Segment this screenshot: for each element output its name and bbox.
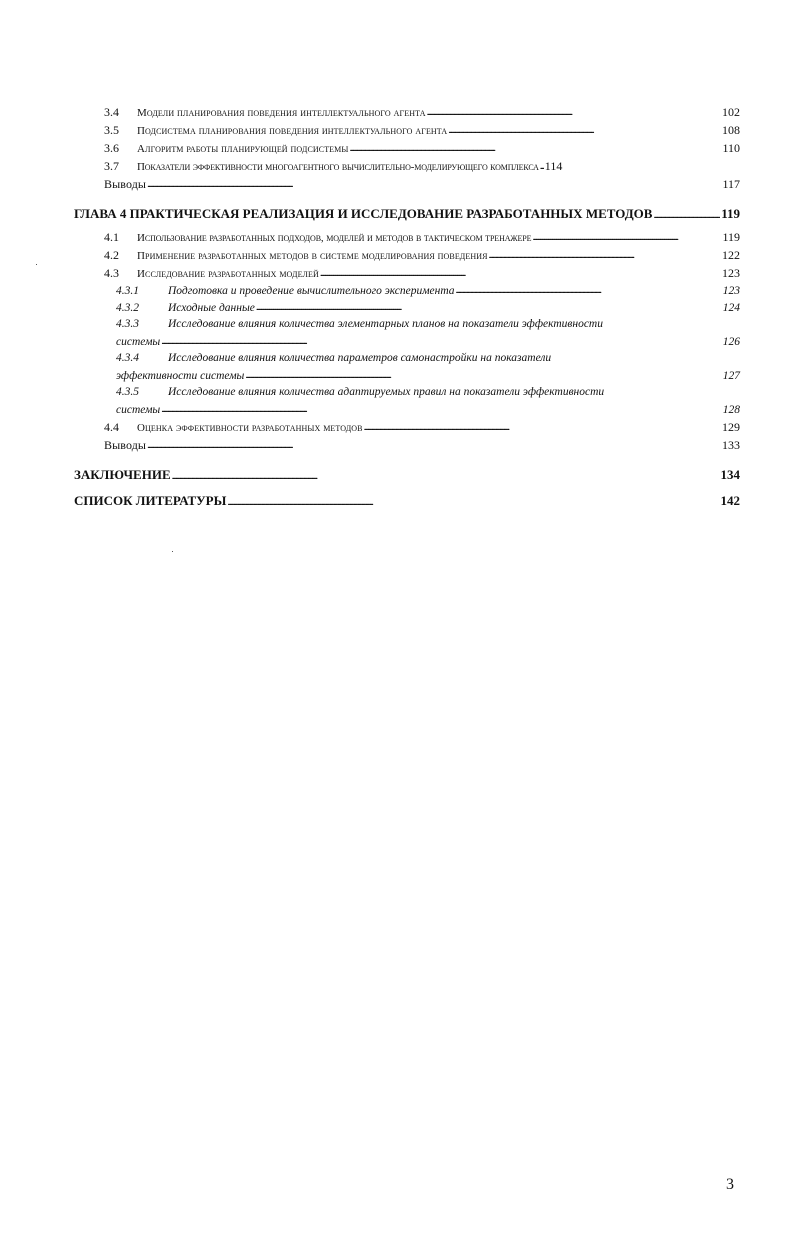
section-number: 3.5 [104,123,119,137]
subsection-title: Подготовка и проведение вычислительного эксперимента [168,284,455,297]
toc-entry-4-3-5 [74,384,740,401]
page-ref: 108 [722,123,740,137]
page-number: 3 [726,1176,734,1193]
subsection-title-continued: системы [116,335,161,348]
section-number: 4.4 [104,420,119,434]
section-title: Показатели эффективности многоагентного вычислительно-моделирующего комплекса [137,161,539,173]
dot-leader [364,419,721,431]
page-ref: 142 [720,493,740,508]
section-title: Выводы [104,438,147,452]
dot-leader [161,333,722,345]
section-number: 4.3 [104,266,119,280]
section-number: 3.6 [104,141,119,155]
toc-entry-4-1 [74,228,740,246]
page-ref: 123 [722,284,740,297]
subsection-number: 4.3.3 [116,318,139,330]
section-number: 4.1 [104,230,119,244]
toc-entry-conclusion [74,464,740,486]
page-ref: 129 [722,420,740,434]
dot-leader [653,205,720,218]
subsection-title-continued: эффективности системы [116,369,245,382]
toc-entry-4-3-4 [74,350,740,367]
toc-entry-chapter-4 [74,203,740,225]
section-title: Алгоритм работы планирующей подсистемы [137,143,349,155]
subsection-number: 4.3.5 [116,386,139,398]
toc-entry-4-3-3-continued [74,333,740,350]
dot-leader [427,104,721,116]
dot-leader [349,140,721,152]
page-ref: 110 [722,141,740,155]
subsection-number: 4.3.4 [116,352,139,364]
toc-entry-3-7 [74,157,740,175]
toc-entry-3-4 [74,103,740,121]
subsection-title: Исследование влияния количества параметров самонастройки на показатели [168,352,552,364]
page-ref: 133 [722,438,740,452]
section-number: 3.4 [104,105,119,119]
section-title: Использование разработанных подходов, моделей и методов в тактическом тренажере [137,232,532,244]
chapter-title: ЗАКЛЮЧЕНИЕ [74,467,171,482]
page-ref: 119 [721,206,740,221]
toc-entry-conclusions-4 [74,436,740,454]
scan-speck [36,264,37,265]
dot-leader [489,247,721,259]
dot-leader [245,367,721,379]
page-ref: 114 [544,159,563,173]
toc-entry-4-3-1 [74,282,740,299]
page-ref: 123 [722,266,740,280]
dot-leader [147,437,721,449]
subsection-title: Исходные данные [168,301,255,314]
dot-leader [540,158,544,170]
dot-leader [456,282,722,294]
toc-entry-3-5 [74,121,740,139]
toc-entry-3-6 [74,139,740,157]
page-ref: 119 [722,230,740,244]
dot-leader [320,265,721,277]
page-ref: 128 [722,403,740,416]
page-ref: 127 [722,369,740,382]
subsection-number: 4.3.2 [116,301,139,314]
dot-leader [532,229,721,241]
dot-leader [227,492,719,505]
toc-entry-4-4 [74,418,740,436]
toc-entry-4-3 [74,264,740,282]
table-of-contents [74,103,740,515]
page-ref: 134 [720,467,740,482]
dot-leader [448,122,721,134]
dot-leader [161,401,722,413]
page-ref: 117 [722,177,740,191]
toc-entry-4-3-3 [74,316,740,333]
section-title: Модели планирования поведения интеллектуального агента [137,107,426,119]
subsection-title-continued: системы [116,403,161,416]
dot-leader [172,466,720,479]
toc-entry-references [74,490,740,512]
toc-entry-conclusions-3 [74,175,740,193]
section-title: Подсистема планирования поведения интеллектуального агента [137,125,448,137]
toc-entry-4-3-4-continued [74,367,740,384]
page-ref: 102 [722,105,740,119]
section-title: Исследование разработанных моделей [137,268,319,280]
section-number: 3.7 [104,159,119,173]
section-number: 4.2 [104,248,119,262]
subsection-number: 4.3.1 [116,284,139,297]
toc-entry-4-3-2 [74,299,740,316]
page-ref: 122 [722,248,740,262]
section-title: Оценка эффективности разработанных методов [137,422,363,434]
dot-leader [147,176,721,188]
chapter-title: ГЛАВА 4 ПРАКТИЧЕСКАЯ РЕАЛИЗАЦИЯ И ИССЛЕДОВАНИЕ РАЗРАБОТАННЫХ МЕТОДОВ [74,206,653,221]
section-title: Применение разработанных методов в системе моделирования поведения [137,250,488,262]
chapter-title: СПИСОК ЛИТЕРАТУРЫ [74,493,227,508]
subsection-title: Исследование влияния количества элементарных планов на показатели эффективности [168,318,603,330]
page-ref: 124 [722,301,740,314]
toc-entry-4-3-5-continued [74,401,740,418]
dot-leader [256,299,722,311]
subsection-title: Исследование влияния количества адаптируемых правил на показатели эффективности [168,386,605,398]
toc-entry-4-2 [74,246,740,264]
section-title: Выводы [104,177,147,191]
scan-speck [172,551,173,552]
page-ref: 126 [722,335,740,348]
